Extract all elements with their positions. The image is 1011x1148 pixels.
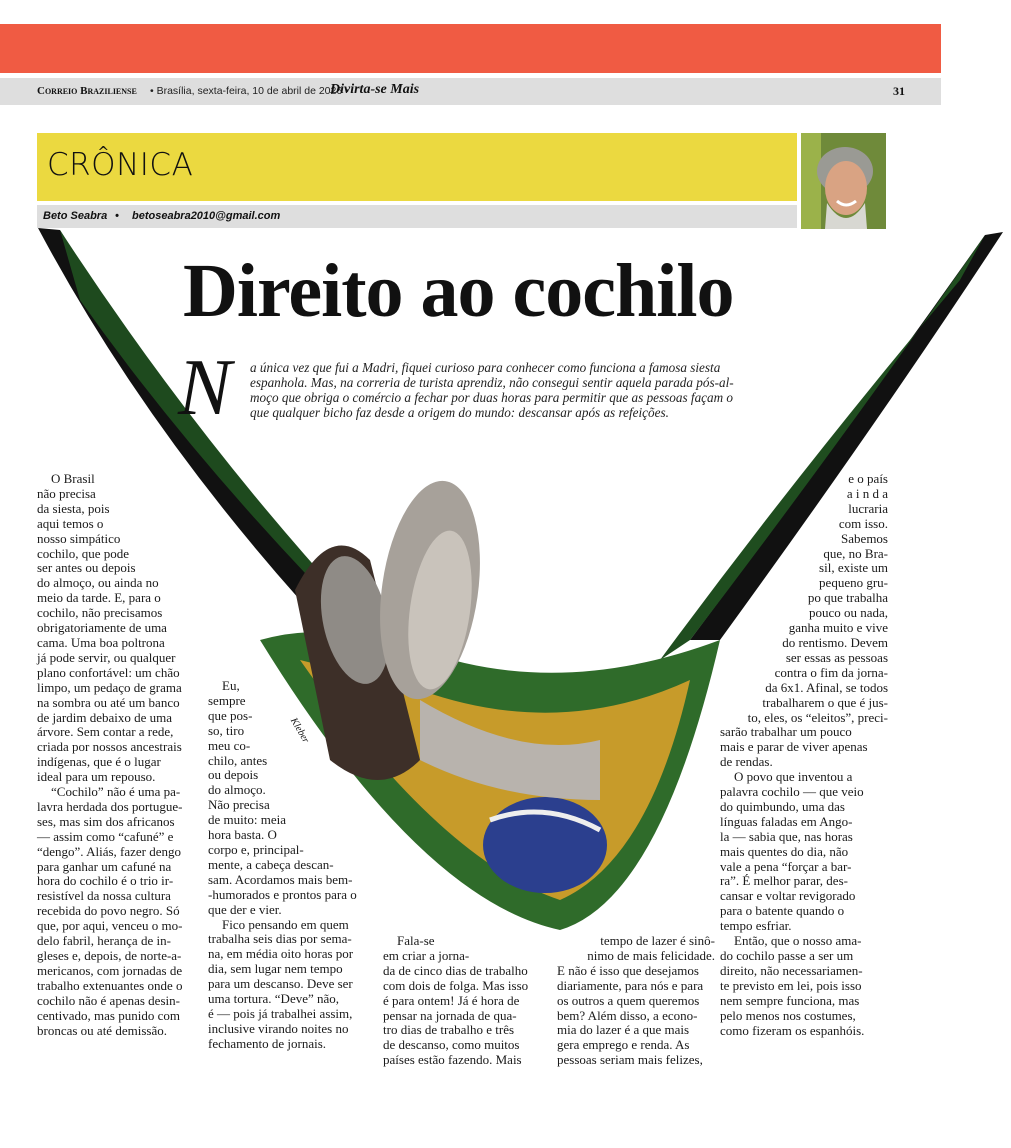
text-line: broncas ou até demissão. (37, 1022, 167, 1038)
text-column-2 (208, 679, 378, 1052)
text-line: chilo, antes (208, 752, 268, 768)
text-line: na, em média oito horas por (208, 946, 354, 962)
text-line: ses, mas sim dos africanos (37, 813, 175, 829)
text-line: do cochilo passe a ser um (720, 948, 854, 963)
text-line: — assim como “cafuné” e (37, 828, 174, 844)
author-photo (801, 133, 886, 229)
text-line: O Brasil (51, 471, 95, 486)
text-column-4 (557, 934, 715, 1068)
text-line: Então, que o nosso ama- (734, 933, 862, 949)
text-line: que, por aqui, venceu o mo- (37, 918, 183, 934)
text-line: aqui temos o (37, 515, 104, 531)
text-line: sarão trabalhar um pouco (720, 724, 852, 740)
text-line: nosso simpático (37, 530, 121, 546)
text-line: uma tortura. “Deve” não, (208, 991, 340, 1007)
text-line: limpo, um pedaço de grama (37, 679, 182, 695)
text-line: trabalho extenuantes onde o (37, 977, 183, 993)
text-line: para um descanso. Deve ser (208, 976, 353, 992)
text-line: vale a pena “forçar a bar- (720, 858, 852, 874)
text-line: sam. Acordamos mais bem- (208, 871, 353, 887)
text-line: ganha muito e vive (788, 620, 888, 636)
text-line: cochilo, não precisamos (37, 605, 163, 621)
text-line: ideal para um repouso. (37, 769, 156, 785)
text-line: centivado, mas punido com (37, 1007, 180, 1023)
text-line: da siesta, pois (37, 500, 110, 516)
text-line: gera emprego e renda. As (557, 1037, 690, 1053)
text-line: recebida do povo negro. Só (37, 903, 180, 919)
text-line: mia do lazer é a que mais (557, 1022, 690, 1038)
text-line: lucraria (848, 500, 888, 516)
text-line: tempo esfriar. (720, 918, 792, 934)
text-line: hora do cochilo é o trio ir- (37, 873, 174, 889)
text-line: plano confortável: um chão (37, 664, 180, 680)
text-line: contra o fim da jorna- (774, 664, 888, 680)
text-line: árvore. Sem contar a rede, (37, 724, 174, 740)
text-line: lavra herdada dos portugue- (37, 798, 183, 814)
edition-date: • Brasília, sexta-feira, 10 de abril de 2026 • (150, 85, 349, 97)
text-line: te previsto em lei, pois isso (720, 977, 862, 993)
text-column-5 (720, 472, 888, 1038)
text-line: cochilo não é apenas desin- (37, 992, 180, 1008)
text-line: na sombra ou até um banco (37, 694, 180, 710)
text-line: cama. Uma boa poltrona (37, 634, 165, 650)
text-line: trabalha seis dias por sema- (208, 931, 352, 947)
text-line: hora basta. O (208, 827, 277, 843)
text-line: Eu, (222, 678, 240, 693)
text-line: inclusive virando noites no (208, 1020, 349, 1036)
text-line: ser antes ou depois (37, 560, 136, 576)
text-line: é para ontem! Já é hora de (383, 992, 520, 1008)
text-line: sempre (208, 692, 246, 708)
text-line: palavra cochilo — que veio (720, 784, 864, 800)
lede-line: espanhola. Mas, na correria de turista aprendiz, não consegui sentir aquela parada pós-al- (250, 375, 734, 390)
text-line: indígenas, que é o lugar (37, 754, 161, 770)
text-line: do rentismo. Devem (782, 634, 888, 650)
text-line: mericanos, com jornadas de (37, 962, 183, 978)
text-line: pensar na jornada de qua- (383, 1007, 517, 1023)
text-line: dia, sem lugar nem tempo (208, 961, 343, 977)
text-line: sil, existe um (819, 560, 888, 576)
text-line: gleses e, depois, de norte-a- (37, 948, 182, 963)
text-line: Não precisa (208, 797, 270, 813)
text-line: mente, a cabeça descan- (208, 856, 334, 872)
text-line: em criar a jorna- (383, 947, 470, 963)
text-column-1 (37, 472, 205, 1038)
text-line: “Cochilo” não é uma pa- (51, 784, 181, 800)
newspaper-masthead: Correio Braziliense (37, 85, 137, 97)
column-kicker (37, 133, 797, 201)
author-name: Beto Seabra (43, 210, 108, 222)
text-line: ser essas as pessoas (785, 649, 888, 665)
text-line: ou depois (208, 767, 259, 783)
text-line: Fala-se (397, 933, 435, 948)
byline-separator: • (115, 210, 119, 222)
text-line: meu co- (208, 737, 251, 753)
illustrator-signature: Kleber (288, 715, 312, 746)
text-line: so, tiro (208, 722, 245, 738)
header-color-bar (0, 24, 941, 73)
text-line: pequeno gru- (819, 575, 888, 591)
text-line: para o batente quando o (720, 903, 845, 919)
text-line: do almoço, ou ainda no (37, 575, 159, 591)
text-line: corpo e, principal- (208, 841, 304, 857)
text-line: -humorados e prontos para o (208, 886, 357, 902)
section-name: Divirta-se Mais (330, 82, 420, 97)
text-line: bem? Além disso, a econo- (557, 1007, 698, 1023)
text-line: mais e parar de viver apenas (720, 739, 868, 755)
text-line: os outros a quem queremos (557, 992, 700, 1008)
text-line: da de cinco dias de trabalho (383, 962, 528, 978)
text-line: e o país (848, 471, 888, 486)
text-line: criada por nossos ancestrais (37, 739, 182, 755)
lede-line: a única vez que fui a Madri, fiquei curioso para conhecer como funciona a famosa siesta (250, 360, 721, 375)
text-line: de muito: meia (208, 812, 286, 828)
lede-line: moço que obriga o comércio a fechar por duas horas para permitir que as pessoas façam o (250, 390, 734, 405)
text-line: “dengo”. Aliás, fazer dengo (37, 843, 182, 859)
text-line: to, eles, os “eleitos”, preci- (747, 709, 888, 725)
text-line: diariamente, para nós e para (557, 977, 704, 993)
text-line: do almoço. (208, 782, 266, 798)
text-line: delo fabril, herança de in- (37, 933, 171, 949)
text-line: resistível da nossa cultura (37, 888, 171, 904)
text-line: com dois de folga. Mas isso (383, 977, 529, 993)
text-line: pessoas seriam mais felizes, (557, 1052, 703, 1068)
text-line: ra”. É melhor parar, des- (720, 873, 848, 889)
lede-line: que qualquer bicho faz desde a origem do mundo: descansar após as refeições. (250, 405, 669, 420)
text-line: obrigatoriamente de uma (37, 620, 167, 636)
text-line: mais quentes do dia, não (720, 843, 849, 859)
text-line: que der e vier. (208, 901, 282, 917)
text-line: O povo que inventou a (734, 769, 853, 785)
kicker-label: CRÔNICA (47, 147, 194, 183)
text-line: la — sabia que, nas horas (720, 828, 853, 844)
author-email[interactable]: betoseabra2010@gmail.com (132, 210, 281, 222)
text-line: tro dias de trabalho e três (383, 1022, 515, 1038)
text-line: já pode servir, ou qualquer (37, 649, 176, 665)
text-line: cansar e voltar revigorado (720, 888, 856, 904)
text-line: pouco ou nada, (808, 605, 888, 621)
text-line: de jardim debaixo de uma (37, 709, 173, 725)
text-line: nem sempre funciona, mas (720, 992, 860, 1008)
text-line: pelo menos nos costumes, (720, 1007, 856, 1023)
text-line: que pos- (208, 707, 253, 723)
drop-cap: N (178, 344, 232, 432)
page-number: 31 (893, 84, 905, 98)
text-line: do quimbundo, uma das (720, 798, 845, 814)
text-line: não precisa (37, 485, 96, 501)
text-column-3 (383, 934, 553, 1068)
text-line: é — pois já trabalhei assim, (208, 1005, 353, 1021)
text-line: meio da tarde. E, para o (37, 590, 161, 606)
text-line: de rendas. (720, 754, 773, 770)
text-line: línguas faladas em Ango- (720, 813, 853, 829)
text-line: países estão fazendo. Mais (383, 1052, 522, 1068)
text-line: Sabemos (841, 530, 888, 546)
text-line: Fico pensando em quem (222, 916, 349, 932)
article-headline: Direito ao cochilo (183, 249, 734, 333)
text-line: com isso. (838, 515, 888, 531)
text-line: nimo de mais felicidade. (587, 947, 715, 963)
article-lede (250, 360, 734, 420)
text-line: po que trabalha (807, 590, 888, 606)
text-line: trabalharem o que é jus- (762, 694, 888, 710)
text-line: da 6x1. Afinal, se todos (765, 679, 888, 695)
text-line: cochilo, que pode (37, 545, 130, 561)
text-line: a i n d a (846, 485, 888, 501)
text-line: para ganhar um cafuné na (37, 858, 172, 874)
text-line: E não é isso que desejamos (557, 962, 699, 978)
text-line: direito, não necessariamen- (720, 962, 863, 978)
text-line: tempo de lazer é sinô- (600, 933, 715, 948)
text-line: fechamento de jornais. (208, 1035, 327, 1051)
text-line: que, no Bra- (823, 545, 888, 561)
folio-bar (0, 78, 941, 105)
text-line: de descanso, como muitos (383, 1037, 520, 1053)
text-line: como fizeram os espanhóis. (720, 1022, 865, 1038)
